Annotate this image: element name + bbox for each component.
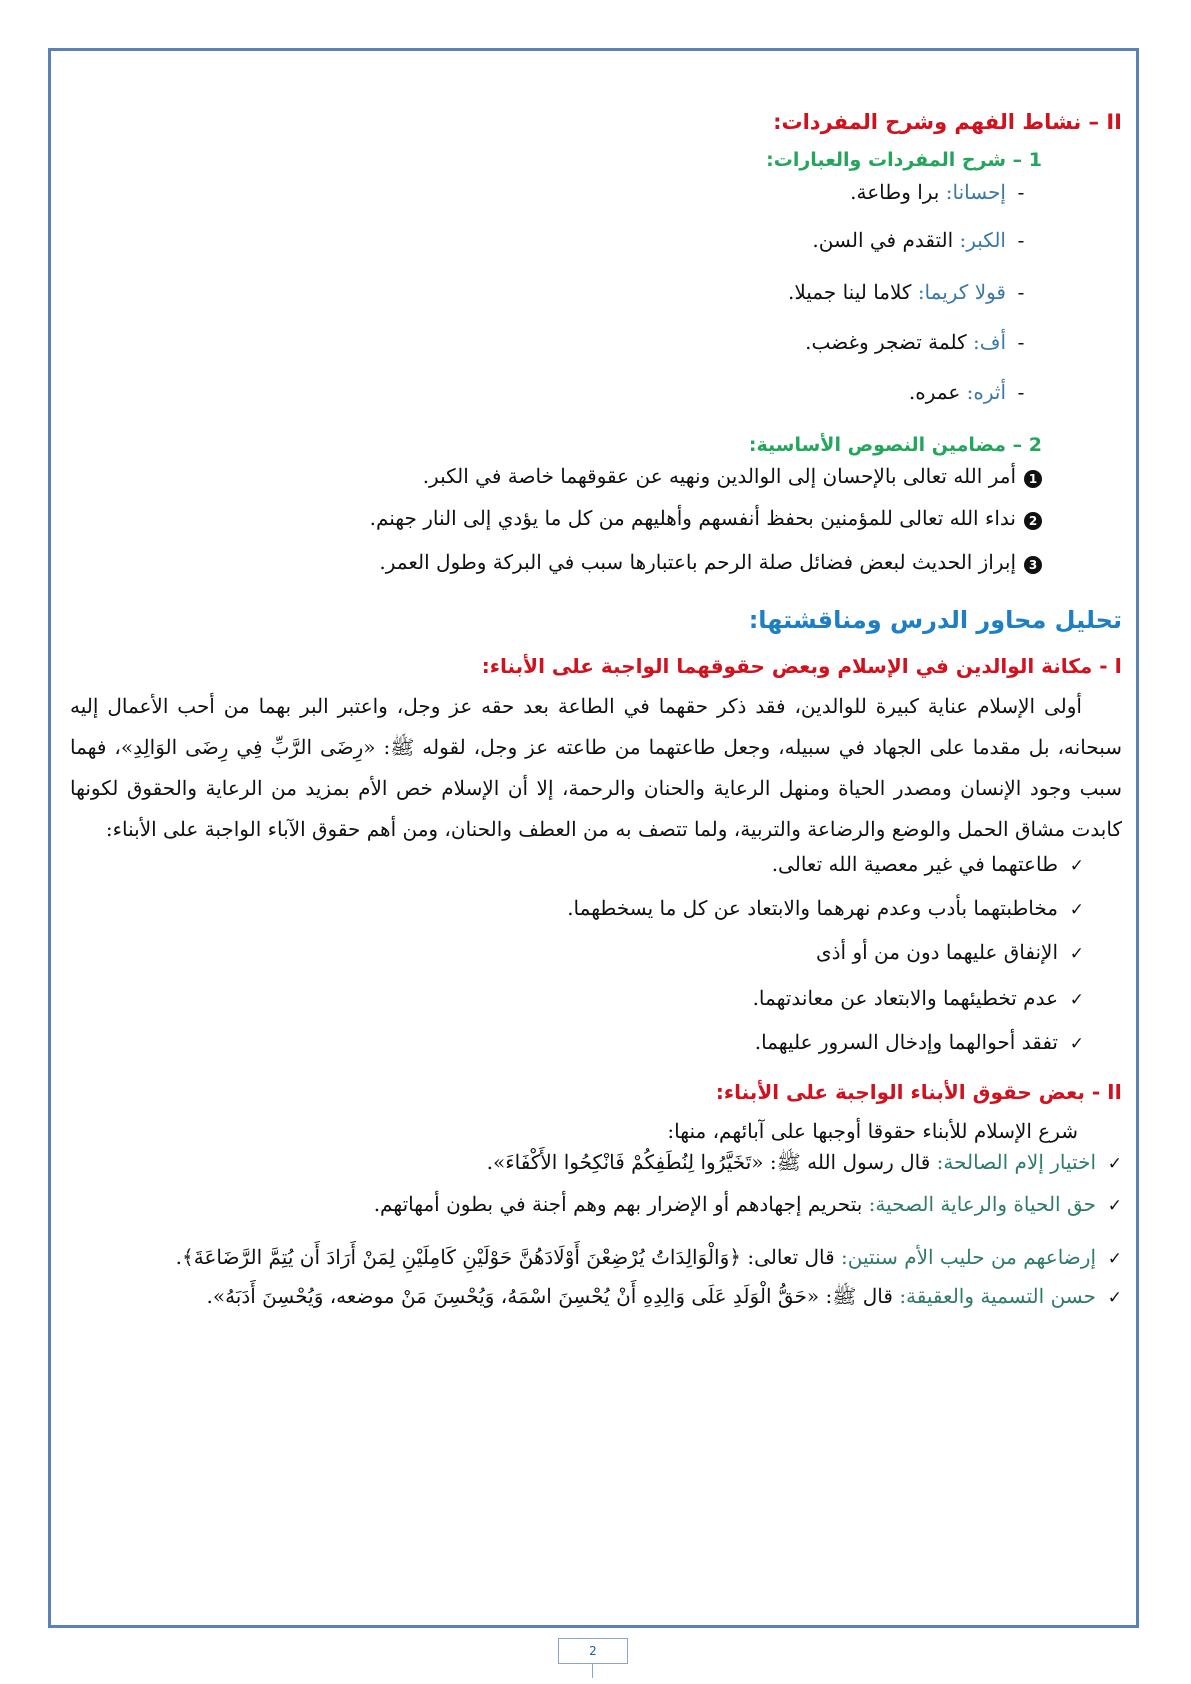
vocab-item — [70, 330, 1036, 380]
vocab-definition: كلمة تضجر وغضب. — [805, 330, 973, 354]
vocab-term: الكبر: — [959, 228, 1006, 252]
check-text: مخاطبتهما بأدب وعدم نهرهما والابتعاد عن كل ما يسخطهما. — [567, 896, 1058, 920]
vocab-list — [70, 180, 1036, 426]
vocab-term: قولا كريما: — [917, 280, 1006, 304]
check-item — [70, 940, 1084, 986]
subsection-title-contents: 2 – مضامين النصوص الأساسية: — [748, 434, 1042, 456]
content-text: إبراز الحديث لبعض فضائل صلة الرحم باعتبارها سبب في البركة وطول العمر. — [379, 550, 1016, 574]
check-item — [70, 1030, 1084, 1072]
child-rights-list — [70, 1150, 1122, 1332]
content-item — [70, 550, 1042, 594]
page-content — [70, 104, 1122, 1332]
parent-rights-list — [70, 852, 1084, 1072]
checkmark-icon: ✓ — [1069, 990, 1084, 1010]
right-text: قال ﷺ: «حَقُّ الْوَلَدِ عَلَى وَالِدِهِ أَنْ يُحْسِنَ اسْمَهُ، وَيُحْسِنَ مَنْ موضعه، وَيُحْسِنَ أَدَبَهُ». — [206, 1284, 900, 1308]
vocab-term: أف: — [972, 330, 1006, 354]
dash-bullet: - — [1017, 228, 1025, 252]
dash-bullet: - — [1017, 180, 1025, 204]
check-item — [70, 986, 1084, 1030]
vocab-definition: كلاما لينا جميلا. — [787, 280, 918, 304]
checkmark-icon: ✓ — [1069, 856, 1084, 876]
right-text: بتحريم إجهادهم أو الإضرار بهم وهم أجنة في بطون أمهاتهم. — [373, 1192, 869, 1216]
part1-title: I - مكانة الوالدين في الإسلام وبعض حقوقهما الواجبة على الأبناء: — [481, 654, 1122, 678]
vocab-definition: عمره. — [908, 380, 967, 404]
checkmark-icon: ✓ — [1069, 944, 1084, 964]
check-item — [70, 896, 1084, 940]
check-text: عدم تخطيئهما والابتعاد عن معاندتهما. — [752, 986, 1058, 1010]
dash-bullet: - — [1017, 380, 1025, 404]
checkmark-icon: ✓ — [1069, 900, 1084, 920]
vocab-item — [70, 280, 1036, 330]
right-term: إرضاعهم من حليب الأم سنتين: — [841, 1245, 1096, 1269]
vocab-term: أثره: — [966, 380, 1006, 404]
dash-bullet: - — [1017, 280, 1025, 304]
subsection-title-vocab: 1 – شرح المفردات والعبارات: — [766, 149, 1042, 171]
check-item — [70, 1192, 1122, 1236]
vocab-item — [70, 180, 1036, 228]
vocab-definition: التقدم في السن. — [812, 228, 960, 252]
right-text: قال تعالى: ﴿وَالْوَالِدَاتُ يُرْضِعْنَ أَوْلَادَهُنَّ حَوْلَيْنِ كَامِلَيْنِ لِمَنْ أَرَادَ أَن يُتِمَّ الرَّضَاعَةَ﴾. — [175, 1245, 842, 1269]
content-item — [70, 506, 1042, 550]
check-item — [70, 1150, 1122, 1192]
check-item — [70, 1236, 1122, 1280]
vocab-item — [70, 380, 1036, 426]
right-term: حق الحياة والرعاية الصحية: — [868, 1192, 1096, 1216]
checkmark-icon: ✓ — [1107, 1288, 1122, 1308]
right-text: قال رسول الله ﷺ: «تَخَيَّرُوا لِنُطَفِكُمْ فَانْكِحُوا الأَكْفَاءَ». — [486, 1150, 937, 1174]
vocab-item — [70, 228, 1036, 280]
content-text: نداء الله تعالى للمؤمنين بحفظ أنفسهم وأهليهم من كل ما يؤدي إلى النار جهنم. — [369, 506, 1016, 530]
number-badge: 1 — [1024, 470, 1042, 488]
check-item — [70, 852, 1084, 896]
checkmark-icon: ✓ — [1107, 1249, 1122, 1269]
content-item — [70, 464, 1042, 506]
checkmark-icon: ✓ — [1107, 1196, 1122, 1216]
part1-paragraph: أولى الإسلام عناية كبيرة للوالدين، فقد ذكر حقهما في الطاعة بعد حقه عز وجل، واعتبر البر بهما من أحب الأعمال إليه سبحانه، بل مقدما على الجهاد في سبيله، وجعل طاعتهما من طاعته عز وجل، لقوله ﷺ: «رِضَى الرَّبِّ فِي رِضَى الوَالِدِ»، فهما سبب وجود الإنسان ومصدر الحياة ومنهل الرعاية والحنان والرحمة، إلا أن الإسلام خص الأم بمزيد من الرعاية والحقوق لكونها كابدت مشاق الحمل والوضع والرضاعة والتربية، ولما تتصف به من العطف والحنان، ومن أهم حقوق الآباء الواجبة على الأبناء: — [70, 694, 1122, 841]
page-number-tick — [592, 1664, 593, 1678]
page-number: 2 — [558, 1638, 628, 1664]
contents-list — [70, 464, 1042, 594]
vocab-definition: برا وطاعة. — [850, 180, 946, 204]
number-badge: 3 — [1024, 556, 1042, 574]
checkmark-icon: ✓ — [1107, 1154, 1122, 1174]
number-badge: 2 — [1024, 512, 1042, 530]
dash-bullet: - — [1017, 330, 1025, 354]
check-item — [70, 1284, 1122, 1332]
check-text: الإنفاق عليهما دون من أو أذى — [815, 940, 1058, 964]
part2-intro: شرع الإسلام للأبناء حقوقا أوجبها على آبائهم، منها: — [667, 1119, 1078, 1143]
check-text: تفقد أحوالهما وإدخال السرور عليهما. — [754, 1030, 1058, 1054]
analysis-title: تحليل محاور الدرس ومناقشتها: — [748, 606, 1122, 634]
check-text: طاعتهما في غير معصية الله تعالى. — [771, 852, 1058, 876]
part2-title: II - بعض حقوق الأبناء الواجبة على الأبناء: — [715, 1080, 1122, 1104]
content-text: أمر الله تعالى بالإحسان إلى الوالدين ونهيه عن عقوقهما خاصة في الكبر. — [422, 464, 1016, 488]
right-term: اختيار إلام الصالحة: — [936, 1150, 1096, 1174]
section-title: II – نشاط الفهم وشرح المفردات: — [773, 110, 1122, 134]
right-term: حسن التسمية والعقيقة: — [899, 1284, 1096, 1308]
vocab-term: إحسانا: — [945, 180, 1006, 204]
checkmark-icon: ✓ — [1069, 1034, 1084, 1054]
